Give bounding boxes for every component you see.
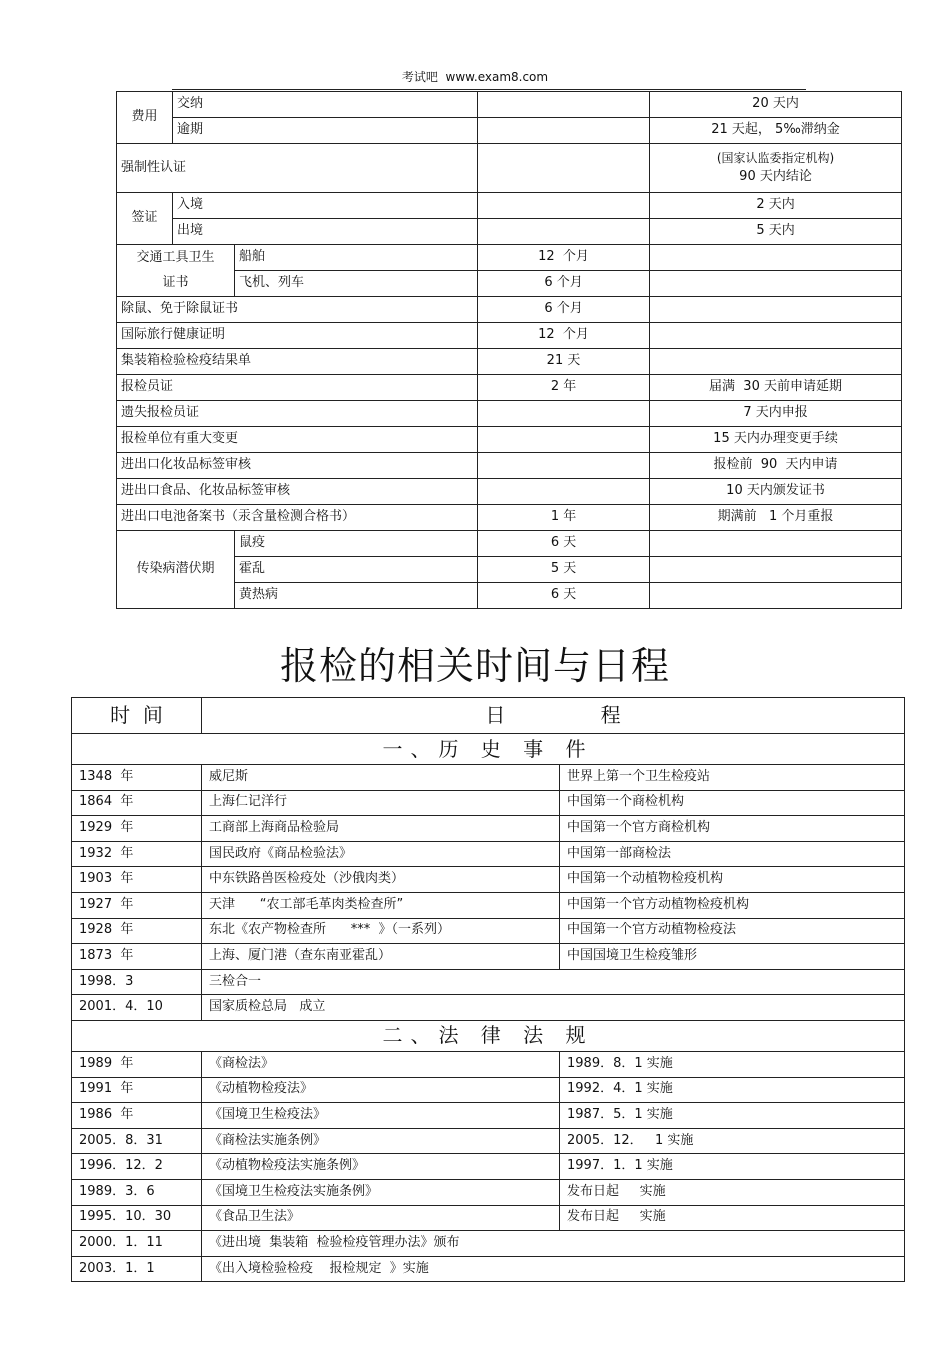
table-row [72,841,905,867]
detail-cell: 中国第一个官方商检机构 [560,816,905,842]
cert-value [478,144,650,193]
schedule-cell: 《动植物检疫法实施条例》 [202,1154,560,1180]
row-item: 进出口电池备案书（汞含量检测合格书） [117,505,478,531]
row-item: 国际旅行健康证明 [117,323,478,349]
schedule-cell: 国民政府《商品检验法》 [202,841,560,867]
time-cell: 1864 年 [72,790,202,816]
schedule-cell: 《国境卫生检疫法》 [202,1103,560,1129]
time-cell: 2003．1．1 [72,1256,202,1282]
schedule-cell: 三检合一 [202,969,905,995]
visa-value [478,219,650,245]
fee-value [478,118,650,144]
fee-note: 20 天内 [650,92,902,118]
detail-cell: 中国第一个官方动植物检疫机构 [560,892,905,918]
row-item: 进出口化妆品标签审核 [117,453,478,479]
table-row [117,245,902,271]
schedule-cell: 上海仁记洋行 [202,790,560,816]
schedule-cell: 《商检法实施条例》 [202,1128,560,1154]
vehicle-item: 飞机、列车 [235,271,478,297]
detail-cell: 中国第一个商检机构 [560,790,905,816]
table-row [117,583,902,609]
schedule-cell: 《出入境检验检疫 报检规定 》实施 [202,1256,905,1282]
table-row [117,92,902,118]
time-cell: 1986 年 [72,1103,202,1129]
deadline-table [116,91,902,609]
disease-note [650,557,902,583]
vehicle-note [650,245,902,271]
schedule-cell: 《国境卫生检疫法实施条例》 [202,1179,560,1205]
header-divider [172,89,806,90]
row-value [478,479,650,505]
table-row [72,867,905,893]
cert-note-small: (国家认监委指定机构) [716,151,835,166]
table-row [117,375,902,401]
row-value [478,453,650,479]
table-row [72,765,905,791]
table-row [72,1256,905,1282]
row-note [650,297,902,323]
schedule-table [71,697,905,1282]
row-note: 15 天内办理变更手续 [650,427,902,453]
detail-cell: 发布日起 实施 [560,1205,905,1231]
row-note [650,349,902,375]
time-cell: 1903 年 [72,867,202,893]
row-value: 6 个月 [478,297,650,323]
row-value [478,427,650,453]
section-title: 二、法 律 法 规 [72,1020,905,1051]
time-cell: 1996．12．2 [72,1154,202,1180]
row-item: 进出口食品、化妆品标签审核 [117,479,478,505]
row-note [650,323,902,349]
schedule-cell: 东北《农产物检查所 *** 》（一系列） [202,918,560,944]
vehicle-value: 12 个月 [478,245,650,271]
visa-item: 入境 [173,193,478,219]
vehicle-note [650,271,902,297]
table-row [72,969,905,995]
row-value: 12 个月 [478,323,650,349]
time-cell: 1998．3 [72,969,202,995]
table-row [72,1179,905,1205]
table-row [72,816,905,842]
detail-cell: 中国国境卫生检疫雏形 [560,944,905,970]
row-value: 21 天 [478,349,650,375]
table-header-row [72,698,905,734]
row-note: 期满前 1 个月重报 [650,505,902,531]
vehicle-value: 6 个月 [478,271,650,297]
disease-note [650,583,902,609]
table-row [72,918,905,944]
row-value: 2 年 [478,375,650,401]
row-note: 报检前 90 天内申请 [650,453,902,479]
fee-item: 交纳 [173,92,478,118]
section-header-row [72,734,905,765]
header-schedule: 日 程 [202,698,905,734]
row-item: 报检员证 [117,375,478,401]
cert-note-main: 90 天内结论 [739,169,812,185]
visa-value [478,193,650,219]
schedule-cell: 上海、厦门港（查东南亚霍乱） [202,944,560,970]
detail-cell: 发布日起 实施 [560,1179,905,1205]
row-note: 10 天内颁发证书 [650,479,902,505]
fee-value [478,92,650,118]
time-cell: 1928 年 [72,918,202,944]
time-cell: 1989．3．6 [72,1179,202,1205]
time-cell: 2005．8．31 [72,1128,202,1154]
table-row [72,892,905,918]
table-row [72,1103,905,1129]
disease-label: 传染病潜伏期 [117,531,235,609]
row-note: 届满 30 天前申请延期 [650,375,902,401]
table-row [72,1128,905,1154]
detail-cell: 1992．4．1 实施 [560,1077,905,1103]
table-row [117,271,902,297]
time-cell: 1995．10．30 [72,1205,202,1231]
schedule-cell: 工商部上海商品检验局 [202,816,560,842]
row-value [478,401,650,427]
visa-note: 2 天内 [650,193,902,219]
detail-cell: 1997．1．1 实施 [560,1154,905,1180]
disease-value: 6 天 [478,531,650,557]
fee-label: 费用 [117,92,173,144]
disease-item: 鼠疫 [235,531,478,557]
time-cell: 1927 年 [72,892,202,918]
time-cell: 1348 年 [72,765,202,791]
table-row [72,790,905,816]
page-title: 报检的相关时间与日程 [279,644,670,688]
time-cell: 2001．4．10 [72,995,202,1021]
time-cell: 1873 年 [72,944,202,970]
table-row [117,531,902,557]
fee-note: 21 天起， 5‰滞纳金 [650,118,902,144]
table-row [117,118,902,144]
schedule-cell: 中东铁路兽医检疫处（沙俄肉类） [202,867,560,893]
table-row [117,453,902,479]
table-row [117,479,902,505]
table-row [117,193,902,219]
table-row [72,1231,905,1257]
disease-item: 黄热病 [235,583,478,609]
detail-cell: 世界上第一个卫生检疫站 [560,765,905,791]
vehicle-label [117,245,235,297]
table-row [117,427,902,453]
fee-item: 逾期 [173,118,478,144]
visa-note: 5 天内 [650,219,902,245]
schedule-cell: 国家质检总局 成立 [202,995,905,1021]
table-row [117,505,902,531]
table-row [72,1154,905,1180]
detail-cell: 1989．8．1 实施 [560,1051,905,1077]
schedule-cell: 《动植物检疫法》 [202,1077,560,1103]
table-row [117,323,902,349]
table-row [72,944,905,970]
row-item: 遗失报检员证 [117,401,478,427]
table-row [117,349,902,375]
cert-label: 强制性认证 [117,144,478,193]
row-value: 1 年 [478,505,650,531]
schedule-cell: 《进出境 集装箱 检验检疫管理办法》颁布 [202,1231,905,1257]
time-cell: 2000．1．11 [72,1231,202,1257]
table-row [72,1077,905,1103]
table-row [117,144,902,193]
section-header-row [72,1020,905,1051]
table-row [117,401,902,427]
detail-cell: 2005．12． 1 实施 [560,1128,905,1154]
detail-cell: 中国第一部商检法 [560,841,905,867]
vehicle-item: 船舶 [235,245,478,271]
table-row [117,557,902,583]
time-cell: 1932 年 [72,841,202,867]
vehicle-label-line1: 交通工具卫生 [136,249,215,265]
table-row [117,297,902,323]
table-row [117,219,902,245]
schedule-cell: 威尼斯 [202,765,560,791]
table-row [72,1205,905,1231]
table-row [72,1051,905,1077]
page-header-site: 考试吧 www.exam8.com [401,70,549,84]
cert-note [650,144,902,193]
table-row [72,995,905,1021]
detail-cell: 中国第一个动植物检疫机构 [560,867,905,893]
disease-note [650,531,902,557]
schedule-cell: 《商检法》 [202,1051,560,1077]
header-time: 时 间 [72,698,202,734]
row-item: 除鼠、免于除鼠证书 [117,297,478,323]
detail-cell: 中国第一个官方动植物检疫法 [560,918,905,944]
time-cell: 1991 年 [72,1077,202,1103]
detail-cell: 1987．5．1 实施 [560,1103,905,1129]
schedule-cell: 天津 “农工部毛革肉类检查所” [202,892,560,918]
time-cell: 1929 年 [72,816,202,842]
disease-item: 霍乱 [235,557,478,583]
disease-value: 5 天 [478,557,650,583]
schedule-cell: 《食品卫生法》 [202,1205,560,1231]
vehicle-label-line2: 证书 [162,274,189,290]
row-note: 7 天内申报 [650,401,902,427]
visa-label: 签证 [117,193,173,245]
visa-item: 出境 [173,219,478,245]
section-title: 一、历 史 事 件 [72,734,905,765]
row-item: 集装箱检验检疫结果单 [117,349,478,375]
row-item: 报检单位有重大变更 [117,427,478,453]
disease-value: 6 天 [478,583,650,609]
time-cell: 1989 年 [72,1051,202,1077]
